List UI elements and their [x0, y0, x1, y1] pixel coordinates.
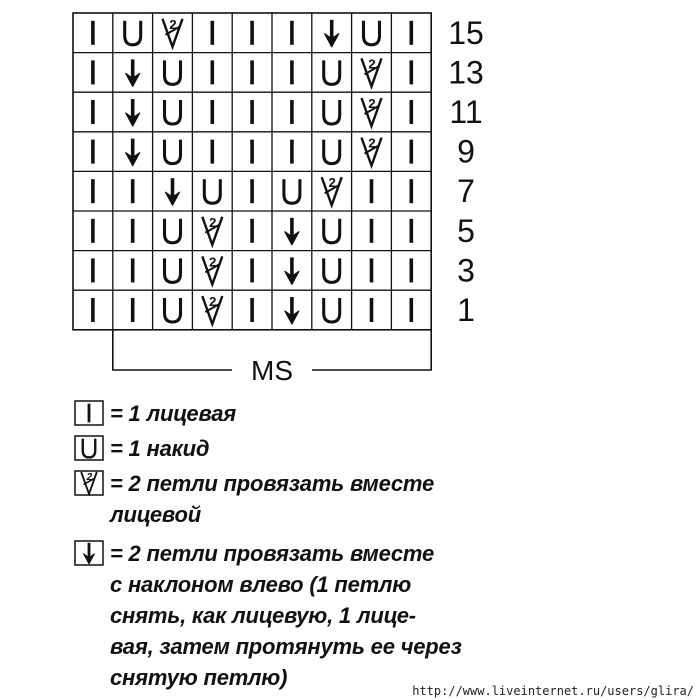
- chart-cell-skp-arrow-icon: [285, 218, 299, 245]
- row-label: 1: [457, 292, 475, 328]
- row-label: 13: [448, 54, 484, 91]
- chart-cell-yarn-over-icon: [125, 21, 141, 45]
- legend-item-skp: [74, 538, 674, 693]
- legend-text-skp: = 2 петли провязать вместе с наклоном влево (1 петлю снять, как лицевую, 1 лице- вая, затем протянуть ее через снятую петлю): [110, 541, 462, 690]
- chart-cell-k2tog-icon: [362, 136, 382, 166]
- chart-cell-yarn-over-icon: [165, 219, 181, 243]
- chart-cell-skp-arrow-icon: [285, 297, 299, 324]
- chart-cell-skp-arrow-icon: [166, 178, 180, 205]
- chart-cell-yarn-over-icon: [165, 140, 181, 164]
- svg-text:2: 2: [368, 135, 376, 151]
- legend-item-k2tog: [74, 468, 674, 530]
- chart-cell-yarn-over-icon: [165, 258, 181, 282]
- chart-cell-yarn-over-icon: [324, 140, 340, 164]
- repeat-bracket-left: [113, 330, 232, 370]
- repeat-bracket: [113, 330, 431, 386]
- row-label: 15: [448, 14, 484, 51]
- chart-cell-skp-arrow-icon: [285, 257, 299, 284]
- chart-cell-yarn-over-icon: [324, 60, 340, 84]
- row-label: 5: [457, 212, 475, 249]
- chart-cell-yarn-over-icon: [324, 258, 340, 282]
- svg-text:2: 2: [209, 254, 217, 270]
- chart-cell-yarn-over-icon: [324, 100, 340, 124]
- svg-text:2: 2: [328, 175, 336, 191]
- svg-text:2: 2: [368, 96, 376, 111]
- chart-cell-yarn-over-icon: [165, 100, 181, 124]
- knit-stitch-icon: [74, 400, 104, 426]
- row-label: 9: [457, 133, 475, 170]
- legend-item-knit: [74, 398, 674, 429]
- repeat-bracket-right: [312, 330, 431, 370]
- chart-cell-k2tog-icon: [362, 96, 382, 126]
- legend-text-yarn-over: = 1 накид: [110, 436, 210, 461]
- chart-cell-yarn-over-icon: [324, 219, 340, 243]
- legend: [74, 398, 674, 693]
- chart-cell-yarn-over-icon: [284, 179, 300, 203]
- chart-cell-k2tog-icon: [202, 215, 222, 245]
- svg-text:2: 2: [169, 16, 177, 32]
- watermark-url: http://www.liveinternet.ru/users/glira/: [412, 684, 694, 698]
- chart-cell-skp-arrow-icon: [126, 99, 140, 126]
- chart-cell-yarn-over-icon: [165, 60, 181, 84]
- row-labels: [448, 15, 484, 328]
- repeat-label: MS: [251, 355, 293, 386]
- chart-cells: [93, 17, 411, 324]
- row-label: 3: [457, 252, 475, 289]
- chart-cell-skp-arrow-icon: [126, 139, 140, 166]
- legend-text-k2tog: = 2 петли провязать вместе лицевой: [110, 471, 435, 527]
- chart-cell-k2tog-icon: [322, 175, 342, 205]
- chart-cell-yarn-over-icon: [165, 298, 181, 322]
- row-label: 7: [457, 173, 475, 210]
- chart-cell-skp-arrow-icon: [325, 20, 339, 47]
- chart-cell-k2tog-icon: [362, 56, 382, 86]
- svg-text:2: 2: [86, 471, 93, 483]
- svg-text:2: 2: [209, 214, 217, 230]
- chart-cell-skp-arrow-icon: [126, 59, 140, 86]
- legend-item-yarn-over: [74, 433, 674, 464]
- k2tog-icon: [74, 470, 104, 496]
- chart-cell-k2tog-icon: [202, 294, 222, 324]
- chart-cell-yarn-over-icon: [324, 298, 340, 322]
- svg-text:2: 2: [368, 56, 376, 72]
- legend-text-knit: = 1 лицевая: [110, 401, 237, 426]
- svg-text:2: 2: [209, 294, 217, 309]
- row-label: 11: [449, 94, 483, 130]
- chart-cell-k2tog-icon: [202, 254, 222, 284]
- chart-cell-k2tog-icon: [163, 17, 183, 47]
- chart-cell-yarn-over-icon: [204, 179, 220, 203]
- chart-cell-yarn-over-icon: [364, 21, 380, 45]
- skp-arrow-icon: [74, 540, 104, 566]
- yarn-over-icon: [74, 435, 104, 461]
